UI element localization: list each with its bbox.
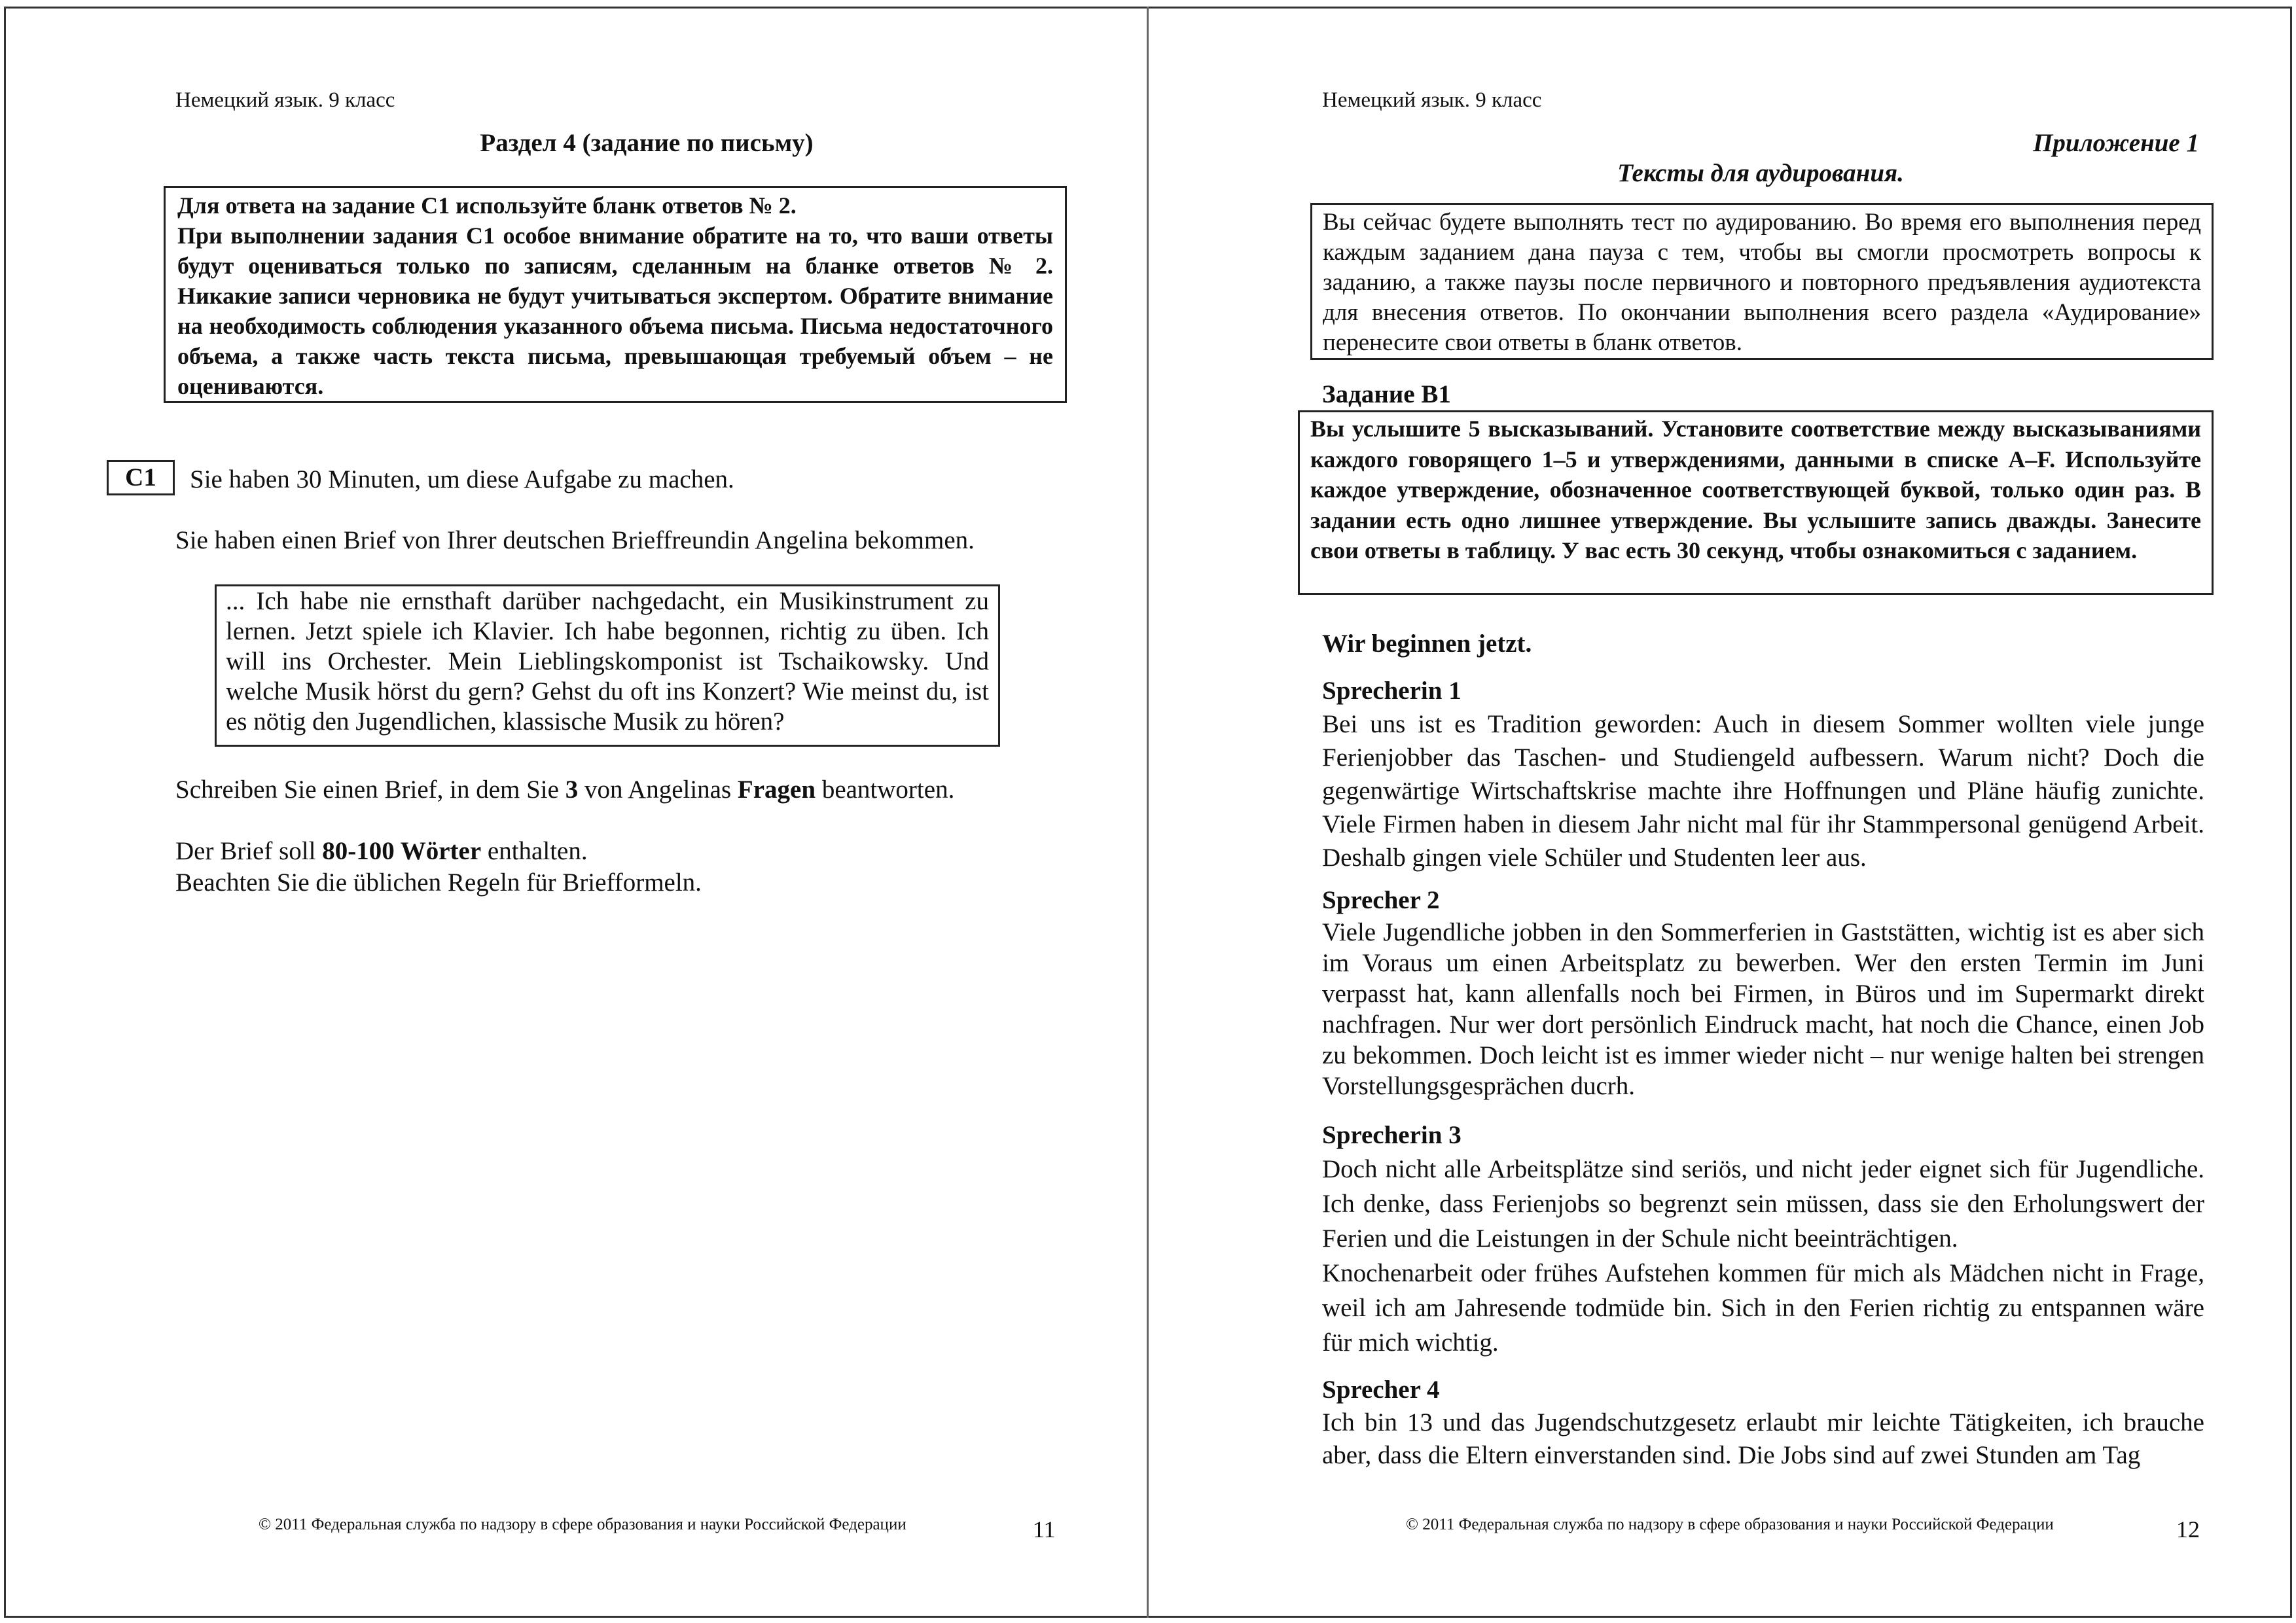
speaker-4-text: Ich bin 13 und das Jugendschutzgesetz erlaubt mir leichte Tätigkeiten, ich brauche aber, dass die Eltern einverstanden sind. Die Jobs sind auf zwei Stunden am Tag (1322, 1408, 2204, 1469)
length-rule-words: 80-100 Wörter (322, 837, 482, 865)
length-rule-text-1: Der Brief soll (175, 837, 323, 865)
write-instruction-text-2: von Angelinas (578, 776, 738, 804)
task-b1-label: Задание В1 (1322, 380, 1451, 408)
speaker-4-label: Sprecher 4 (1322, 1376, 1440, 1404)
write-instruction-text-3: beantworten. (816, 776, 955, 804)
task-b1-box (1298, 410, 2214, 595)
instructions-box (164, 186, 1067, 403)
task-intro: Sie haben 30 Minuten, um diese Aufgabe zu machen. (190, 465, 734, 493)
appendix-title: Тексты для аудирования. (1617, 159, 1904, 187)
task-label-c1: C1 (107, 460, 175, 495)
instructions-line-2: При выполнении задания С1 особое внимание обратите на то, что ваши ответы будут оцениваться только по записям, сделанным на бланке ответов № 2. Никакие записи черновика не будут учитываться экспертом. Обратите внимание на необходимость соблюдения указанного объема письма. Письма недостаточного объема, а также часть текста письма, превышающая требуемый объем – не оцениваются. (177, 223, 1053, 399)
write-instruction (175, 773, 954, 806)
listening-intro: Вы сейчас будете выполнять тест по аудированию. Во время его выполнения перед каждым заданием дана пауза с тем, чтобы вы смогли просмотреть вопросы к заданию, а также паузы после первичного и повторного предъявления аудиотекста для внесения ответов. По окончании выполнения всего раздела «Аудирование» перенесите свои ответы в бланк ответов. (1323, 209, 2201, 356)
letter-excerpt-box (215, 584, 1000, 747)
right-footer: © 2011 Федеральная служба по надзору в сфере образования и науки Российской Федерации (1406, 1516, 2054, 1533)
speaker-2 (1322, 883, 2204, 1101)
right-page-number: 12 (2176, 1516, 2200, 1543)
speaker-2-label: Sprecher 2 (1322, 886, 1440, 914)
format-rule: Beachten Sie die üblichen Regeln für Briefformeln. (175, 868, 702, 897)
instructions-line-1: Для ответа на задание С1 используйте бланк ответов № 2. (177, 192, 797, 219)
write-instruction-questions: Fragen (737, 776, 816, 804)
listening-intro-box (1310, 203, 2214, 360)
write-instruction-count: 3 (565, 776, 579, 804)
speaker-3-text-2: Knochenarbeit oder frühes Aufstehen kommen für mich als Mädchen nicht in Frage, weil ich am Jahresende todmüde bin. Sich in den Ferien richtig zu entspannen wäre für mich wichtig. (1322, 1259, 2204, 1357)
right-header: Немецкий язык. 9 класс (1322, 88, 1542, 112)
speaker-3 (1322, 1118, 2204, 1360)
left-header: Немецкий язык. 9 класс (175, 88, 395, 112)
letter-intro: Sie haben einen Brief von Ihrer deutschen Brieffreundin Angelina bekommen. (175, 526, 975, 554)
length-rule (175, 834, 588, 868)
length-rule-text-2: enthalten. (481, 837, 588, 865)
start-line: Wir beginnen jetzt. (1322, 630, 1532, 658)
speaker-1-text: Bei uns ist es Tradition geworden: Auch in diesem Sommer wollten viele junge Ferienjobber das Taschen- und Studiengeld aufbessern. Warum nicht? Doch die gegenwärtige Wirtschaftskrise machte ihre Hoffnungen und Pläne häufig zunichte. Viele Firmen haben in diesem Jahr nicht mal für ihr Stammpersonal genügend Arbeit. Deshalb gingen viele Schüler und Studenten leer aus. (1322, 710, 2204, 872)
speaker-2-text: Viele Jugendliche jobben in den Sommerferien in Gaststätten, wichtig ist es aber sich im Voraus um einen Arbeitsplatz zu bewerben. Wer den ersten Termin im Juni verpasst hat, kann allenfalls noch bei Firmen, in Büros und im Supermarkt direkt nachfragen. Nur wer dort persönlich Eindruck macht, hat noch die Chance, einen Job zu bekommen. Doch leicht ist es immer wieder nicht – nur wenige halten bei strengen Vorstellungsgesprächen ducrh. (1322, 918, 2204, 1100)
section-title: Раздел 4 (задание по письму) (480, 129, 814, 157)
speaker-1 (1322, 674, 2204, 874)
write-instruction-text-1: Schreiben Sie einen Brief, in dem Sie (175, 776, 565, 804)
task-b1-instruction: Вы услышите 5 высказываний. Установите соответствие между высказываниями каждого говорящего 1–5 и утверждениями, данными в списке А–F. Используйте каждое утверждение, обозначенное соответствующей буквой, только один раз. В задании есть одно лишнее утверждение. Вы услышите запись дважды. Занесите свои ответы в таблицу. У вас есть 30 секунд, чтобы ознакомиться с заданием. (1310, 416, 2201, 563)
speaker-3-text: Doch nicht alle Arbeitsplätze sind seriös, und nicht jeder eignet sich für Jugendliche. Ich denke, dass Ferienjobs so begrenzt sein müssen, dass sie den Erholungswert der Ferien und die Leistungen in der Schule nicht beeinträchtigen. (1322, 1155, 2204, 1253)
page-divider (1147, 7, 1149, 1618)
letter-excerpt: ... Ich habe nie ernsthaft darüber nachgedacht, ein Musikinstrument zu lernen. Jetzt spiele ich Klavier. Ich habe begonnen, richtig zu üben. Ich will ins Orchester. Mein Lieblingskomponist ist Tschaikowsky. Und welche Musik hörst du gern? Gehst du oft ins Konzert? Wie meinst du, ist es nötig den Jugendlichen, klassische Musik zu hören? (226, 587, 989, 736)
speaker-1-label: Sprecherin 1 (1322, 677, 1462, 705)
left-footer: © 2011 Федеральная служба по надзору в сфере образования и науки Российской Федерации (259, 1516, 906, 1533)
speaker-4 (1322, 1373, 2204, 1472)
left-page-number: 11 (1033, 1516, 1056, 1543)
appendix-label: Приложение 1 (2033, 129, 2199, 157)
speaker-3-label: Sprecherin 3 (1322, 1121, 1462, 1149)
